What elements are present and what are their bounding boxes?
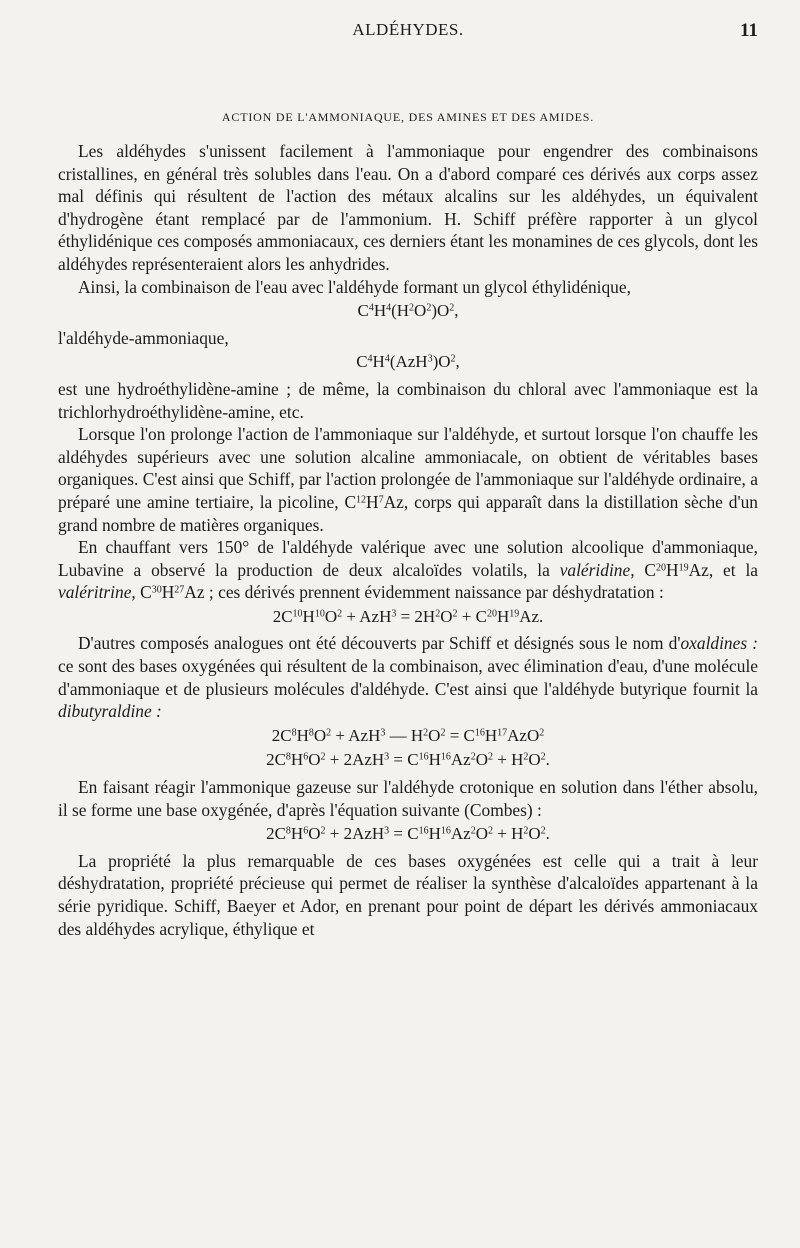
paragraph: En chauffant vers 150° de l'aldéhyde valérique avec une solution alcoolique d'ammoniaque, Lubavine a observé la production de deux alcaloïdes volatils, la valéridine, $C^{20}H^{19}Az$, et la valéritrine, $C^{30}H^{27}Az$ ; ces dérivés prennent évidemment naissance par déshydratation : [58,537,758,603]
header-title: ALDÉHYDES. [352,20,464,39]
formula-valeridine: $2C^{10}H^{10}O^2 + AzH^3 = 2H^2O^2 + C^{20}H^{19}Az$. [272,606,544,626]
page-number: 11 [740,20,758,41]
running-header [58,20,758,46]
paragraph: Ainsi, la combinaison de l'eau avec l'aldéhyde formant un glycol éthylidénique, [78,276,631,297]
body-text [58,140,758,940]
paragraph: En faisant réagir l'ammonique gazeuse sur l'aldéhyde crotonique en solution dans l'éther absolu, il se forme une base oxygénée, d'après l'équation suivante (Combes) : [58,777,758,820]
formula-dibutyraldine-1: $2C^8H^8O^2 + AzH^3$ — $H^2O^2 = C^{16}H^{17}AzO^2$ [271,725,545,745]
paragraph: Lorsque l'on prolonge l'action de l'ammoniaque sur l'aldéhyde, et surtout lorsque l'on chauffe les aldéhydes supérieurs avec une solution alcaline ammoniacale, on obtient de véritables bases organiques. C'est ainsi que Schiff, par l'action prolongée de l'ammoniaque sur l'aldéhyde ordinaire, a préparé une amine tertiaire, la picoline, $C^{12}H^7Az$, corps qui apparaît dans la distillation sèche d'un grand nombre de matières organiques. [58,424,758,535]
formula-glycol: $C^4H^4(H^2O^2)O^2$, [357,301,459,321]
paragraph: Les aldéhydes s'unissent facilement à l'ammoniaque pour engendrer des combinaisons cristallines, en général très solubles dans l'eau. On a d'abord comparé ces dérivés aux corps assez mal définis qui résultent de l'action des métaux alcalins sur les aldéhydes, un équivalent d'hydrogène étant remplacé par de l'ammonium. H. Schiff préfère rapporter à un glycol éthylidénique ces composés ammoniacaux, ces derniers étant les monamines de ces glycols, dont les aldéhydes représenteraient alors les anhydrides. [58,141,758,274]
formula-dibutyraldine-2: $2C^8H^6O^2 + 2AzH^3 = C^{16}H^{16}Az^2O^2 + H^2O^2$. [266,750,550,770]
section-title: ACTION DE L'AMMONIAQUE, DES AMINES ET DES AMIDES. [221,110,595,124]
paragraph: D'autres composés analogues ont été découverts par Schiff et désignés sous le nom d'oxaldines : ce sont des bases oxygénées qui résultent de la combinaison, avec élimination d'eau, d'une molécule d'ammoniaque et de plusieurs molécules d'aldéhyde. C'est ainsi que l'aldéhyde butyrique fournit la dibutyraldine : [58,633,759,722]
paragraph: La propriété la plus remarquable de ces bases oxygénées est celle qui a trait à leur déshydratation, propriété précieuse qui permet de réaliser la synthèse d'alcaloïdes appartenant à la série pyridique. Schiff, Baeyer et Ador, en prenant pour point de départ les dérivés ammoniacaux des aldéhydes acrylique, éthylique et [58,850,758,939]
paragraph: est une hydroéthylidène-amine ; de même, la combinaison du chloral avec l'ammoniaque est la trichlorhydroéthylidène-amine, etc. [58,378,758,422]
formula-crotonic: $2C^8H^6O^2 + 2AzH^3 = C^{16}H^{16}Az^2O^2 + H^2O^2$. [266,824,550,844]
paragraph: l'aldéhyde-ammoniaque, [58,327,229,348]
formula-aldehyde-ammonia: $C^4H^4(AzH^3)O^2$, [356,352,460,372]
